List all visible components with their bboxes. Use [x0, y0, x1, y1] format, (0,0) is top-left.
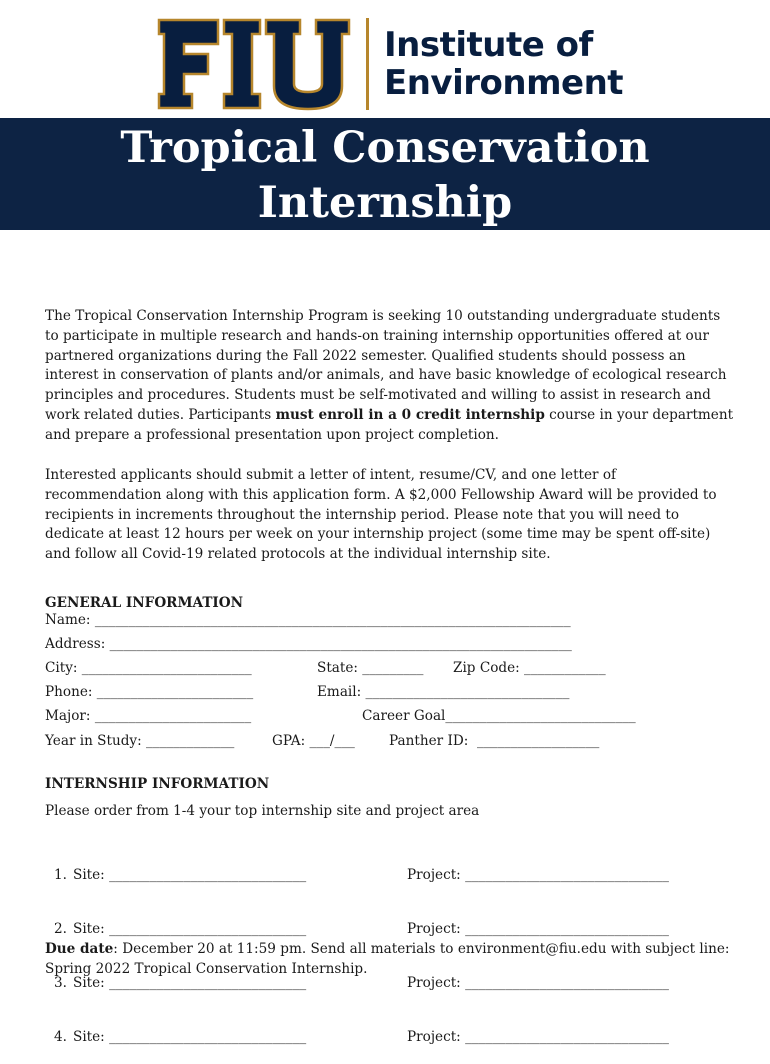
project-field[interactable]: Project: ______________________________ [407, 975, 669, 991]
name-field[interactable]: Name: ______________________________________________________________________ [45, 612, 571, 628]
project-field[interactable]: Project: ______________________________ [407, 921, 669, 937]
email-field[interactable]: Email: ______________________________ [317, 684, 570, 700]
site-item[interactable] [45, 866, 306, 884]
site-field[interactable]: Site: _____________________________ [73, 867, 307, 883]
intro-paragraph-2: Interested applicants should submit a letter of intent, resume/CV, and one letter of recommendation along with this application form. A $2,000 Fellowship Award will be provided to recipients in increments throughout the internship period. Please note that you will need to dedicate at least 12 hours per week on your internship project (some time may be spent off-site) and follow all Covid-19 related protocols at the individual internship site. [45, 467, 717, 563]
phone-field[interactable]: Phone: _______________________ [45, 684, 254, 700]
site-item-number: 3. [54, 975, 67, 991]
internship-info-heading: INTERNSHIP INFORMATION [45, 776, 270, 792]
intro-text-a: The Tropical Conservation Internship Program is seeking 10 outstanding undergraduate students to participate in multiple research and hands-on training internship opportunities offered at our partnered organizations during the Fall 2022 semester. Qualified students should possess an interest in conservation of plants and/or animals, and have basic knowledge of ecological research principles and procedures. Students must be self-motivated and willing to assist in research and work related duties. Participants [45, 308, 727, 423]
panther-id-field[interactable]: Panther ID: __________________ [389, 733, 600, 749]
state-field[interactable]: State: _________ [317, 660, 424, 676]
institute-line-1: Institute of [384, 25, 593, 65]
institute-name [384, 26, 623, 102]
site-item-number: 1. [54, 867, 67, 883]
career-goal-field[interactable]: Career Goal____________________________ [362, 708, 636, 724]
due-date-note [45, 940, 735, 980]
city-field[interactable]: City: _________________________ [45, 660, 252, 676]
site-field[interactable]: Site: _____________________________ [73, 975, 307, 991]
internship-instruction: Please order from 1-4 your top internship site and project area [45, 803, 480, 819]
general-info-heading: GENERAL INFORMATION [45, 595, 244, 611]
address-field[interactable]: Address: ____________________________________________________________________ [45, 636, 572, 652]
fiu-logo [156, 16, 352, 112]
site-field[interactable]: Site: _____________________________ [73, 921, 307, 937]
intro-paragraph-1 [45, 307, 735, 446]
due-date-label: Due date [45, 941, 114, 957]
site-field[interactable]: Site: _____________________________ [73, 1029, 307, 1045]
page-title-line-2: Internship [257, 178, 513, 228]
page-title-line-1: Tropical Conservation [120, 123, 650, 173]
major-field[interactable]: Major: _______________________ [45, 708, 252, 724]
project-field[interactable]: Project: ______________________________ [407, 867, 669, 883]
intro-bold-requirement: must enroll in a 0 credit internship [275, 406, 545, 423]
site-item[interactable] [45, 920, 306, 938]
project-field[interactable]: Project: ______________________________ [407, 1029, 669, 1045]
site-item-number: 4. [54, 1029, 67, 1045]
zip-code-field[interactable]: Zip Code: ____________ [453, 660, 606, 676]
site-item[interactable] [45, 1028, 306, 1046]
intro-text-b: course in your department and prepare a professional presentation upon project completion. [45, 406, 734, 443]
site-item-number: 2. [54, 921, 67, 937]
year-in-study-field[interactable]: Year in Study: _____________ [45, 733, 235, 749]
title-banner [0, 118, 770, 230]
logo-divider [366, 18, 369, 110]
institute-line-2: Environment [384, 63, 624, 103]
gpa-field[interactable]: GPA: ___/___ [272, 733, 355, 749]
due-date-text: : December 20 at 11:59 pm. Send all materials to environment@fiu.edu with subject line: Spring 2022 Tropical Conservation Internship. [45, 941, 730, 977]
header [0, 0, 770, 118]
